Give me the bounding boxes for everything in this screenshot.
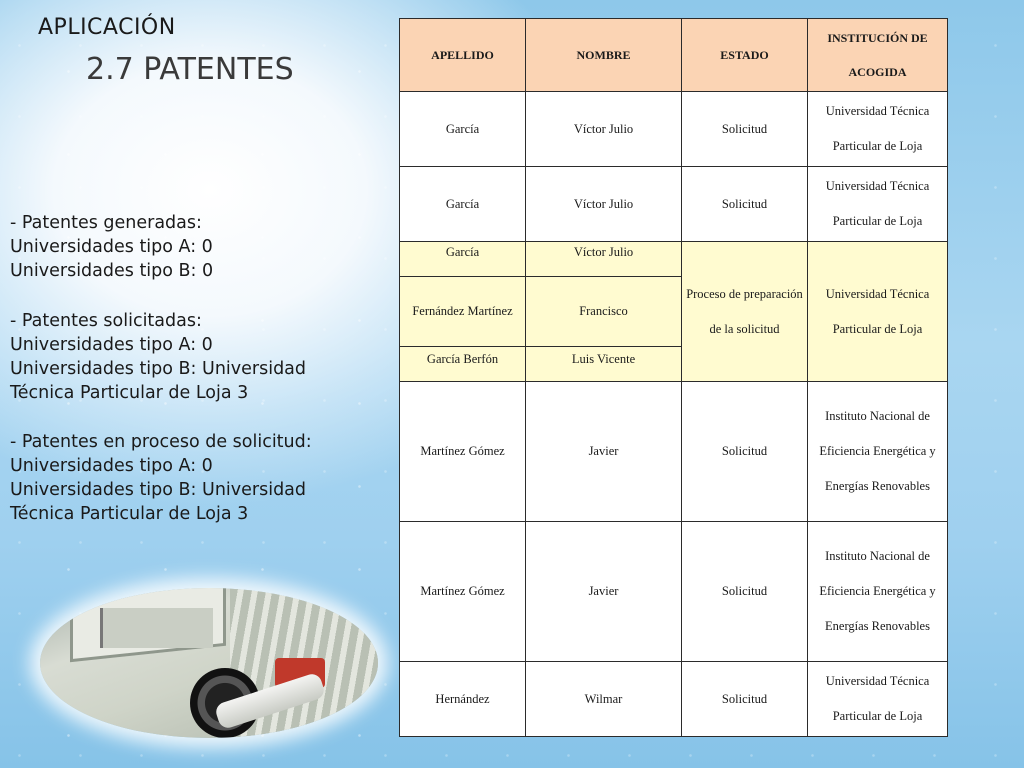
cell-apellido: Hernández: [400, 662, 526, 737]
header-estado: ESTADO: [682, 19, 808, 92]
slide-subtitle: 2.7 PATENTES: [86, 52, 294, 87]
patents-table: [399, 18, 948, 737]
section-line: Universidades tipo B: Universidad: [10, 359, 307, 379]
table-row: [400, 382, 948, 522]
cell-institucion: Universidad Técnica Particular de Loja: [808, 662, 948, 737]
cell-nombre: Wilmar: [526, 662, 682, 737]
cell-apellido: Martínez Gómez: [400, 382, 526, 522]
cell-apellido: Fernández Martínez: [400, 277, 526, 347]
cell-nombre: Víctor Julio: [526, 92, 682, 167]
cell-nombre: Luis Vicente: [526, 347, 682, 382]
table-row: [400, 662, 948, 737]
cell-estado: Solicitud: [682, 382, 808, 522]
cell-institucion: Universidad Técnica Particular de Loja: [808, 167, 948, 242]
section-heading: - Patentes generadas:: [10, 213, 202, 233]
cell-nombre: Javier: [526, 522, 682, 662]
cell-apellido: García: [400, 242, 526, 277]
table-row: [400, 92, 948, 167]
section-line: Técnica Particular de Loja 3: [10, 383, 249, 403]
cell-nombre: Víctor Julio: [526, 167, 682, 242]
section-line: Universidades tipo A: 0: [10, 456, 213, 476]
cell-apellido: García Berfón: [400, 347, 526, 382]
cell-estado: Solicitud: [682, 522, 808, 662]
section-proceso: [10, 430, 312, 526]
section-heading: - Patentes solicitadas:: [10, 311, 202, 331]
cell-estado: Solicitud: [682, 167, 808, 242]
table-row: [400, 242, 948, 277]
cell-institucion: Universidad Técnica Particular de Loja: [808, 92, 948, 167]
cell-estado-merged: Proceso de preparación de la solicitud: [682, 242, 808, 382]
section-heading: - Patentes en proceso de solicitud:: [10, 432, 312, 452]
section-line: Universidades tipo A: 0: [10, 335, 213, 355]
cell-institucion: Instituto Nacional de Eficiencia Energética y Energías Renovables: [808, 522, 948, 662]
cell-estado: Solicitud: [682, 662, 808, 737]
cell-apellido: García: [400, 92, 526, 167]
section-generadas: [10, 211, 213, 283]
cell-estado: Solicitud: [682, 92, 808, 167]
section-line: Universidades tipo B: 0: [10, 261, 214, 281]
cell-apellido: Martínez Gómez: [400, 522, 526, 662]
cell-apellido: García: [400, 167, 526, 242]
header-apellido: APELLIDO: [400, 19, 526, 92]
section-line: Universidades tipo A: 0: [10, 237, 213, 257]
section-line: Universidades tipo B: Universidad: [10, 480, 307, 500]
cell-institucion: Instituto Nacional de Eficiencia Energética y Energías Renovables: [808, 382, 948, 522]
cell-institucion-merged: Universidad Técnica Particular de Loja: [808, 242, 948, 382]
cell-nombre: Javier: [526, 382, 682, 522]
table-header-row: [400, 19, 948, 92]
table-row: [400, 522, 948, 662]
lab-photo: [40, 588, 378, 738]
section-solicitadas: [10, 309, 306, 405]
header-institucion: INSTITUCIÓN DE ACOGIDA: [808, 19, 948, 92]
table-row: [400, 167, 948, 242]
cell-nombre: Víctor Julio: [526, 242, 682, 277]
cell-nombre: Francisco: [526, 277, 682, 347]
header-nombre: NOMBRE: [526, 19, 682, 92]
slide-title: APLICACIÓN: [38, 15, 176, 40]
section-line: Técnica Particular de Loja 3: [10, 504, 249, 524]
